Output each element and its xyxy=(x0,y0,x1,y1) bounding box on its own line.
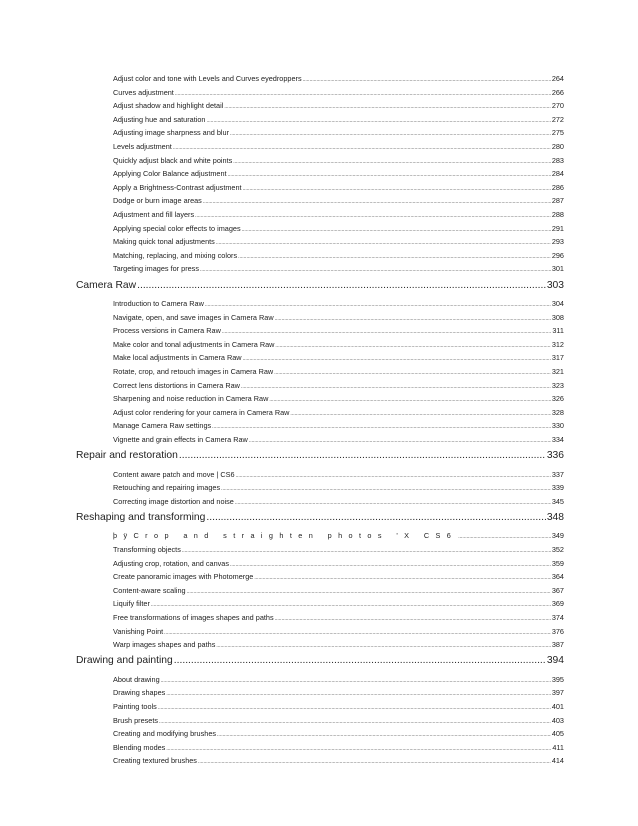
toc-entry[interactable] xyxy=(113,313,564,324)
toc-entry-title: Manage Camera Raw settings xyxy=(113,421,212,431)
toc-entry-title: Adjust shadow and highlight detail xyxy=(113,101,224,111)
dot-leader xyxy=(216,237,551,246)
toc-entry[interactable] xyxy=(113,264,564,275)
toc-page-number: 304 xyxy=(551,299,564,308)
toc-entry-title: Navigate, open, and save images in Camera Raw xyxy=(113,312,274,322)
toc-entry-title: Drawing and painting xyxy=(76,655,173,667)
toc-entry-title: Applying special color effects to images xyxy=(113,223,241,233)
dot-leader xyxy=(179,450,546,461)
toc-page-number: 364 xyxy=(551,572,564,582)
toc-page-number: 336 xyxy=(546,450,564,462)
toc-section-entry[interactable] xyxy=(76,655,564,669)
dot-leader xyxy=(164,627,551,636)
toc-entry-title: Creating textured brushes xyxy=(113,756,197,766)
toc-entry[interactable] xyxy=(113,101,564,112)
toc-entry-title: Adjusting crop, rotation, and canvas xyxy=(113,558,230,568)
toc-entry[interactable] xyxy=(113,224,564,235)
toc-page-number: 303 xyxy=(546,279,564,291)
dot-leader xyxy=(166,743,551,752)
dot-leader xyxy=(243,353,551,362)
dot-leader xyxy=(187,586,551,595)
toc-page-number: 280 xyxy=(551,142,564,151)
toc-page-number: 288 xyxy=(551,210,564,219)
toc-entry[interactable] xyxy=(113,299,564,310)
dot-leader xyxy=(222,326,551,335)
dot-leader xyxy=(182,545,551,554)
toc-entry[interactable] xyxy=(113,756,564,767)
toc-page-number: 414 xyxy=(551,756,564,766)
toc-section-entry[interactable] xyxy=(76,280,564,294)
toc-entry[interactable] xyxy=(113,340,564,351)
dot-leader xyxy=(238,251,551,260)
dot-leader xyxy=(235,497,551,506)
toc-entry[interactable] xyxy=(113,88,564,99)
toc-entry-title: Warp images shapes and paths xyxy=(113,640,216,650)
toc-entry-title: Make color and tonal adjustments in Camera Raw xyxy=(113,339,275,349)
toc-entry-title: Brush presets xyxy=(113,715,159,725)
toc-entry-title: Curves adjustment xyxy=(113,87,174,97)
dot-leader xyxy=(303,74,551,83)
toc-entry[interactable] xyxy=(113,183,564,194)
toc-entry-title: Vignette and grain effects in Camera Raw xyxy=(113,435,248,444)
toc-entry-title: About drawing xyxy=(113,674,160,684)
toc-page-number: 369 xyxy=(551,599,564,609)
dot-leader xyxy=(151,599,551,608)
toc-entry-title: þÿCrop and straighten photos 'X CS6 xyxy=(113,531,458,541)
dot-leader xyxy=(242,224,551,233)
toc-entry[interactable] xyxy=(113,531,564,542)
toc-page-number: 348 xyxy=(546,511,564,523)
toc-entry-title: Targeting images for press xyxy=(113,264,199,274)
toc-entry-title: Adjusting image sharpness and blur xyxy=(113,128,230,138)
toc-page-number: 330 xyxy=(551,421,564,431)
toc-entry[interactable] xyxy=(113,435,564,446)
toc-entry[interactable] xyxy=(113,381,564,392)
toc-page-number: 301 xyxy=(551,264,564,274)
toc-page-number: 283 xyxy=(551,155,564,165)
dot-leader xyxy=(200,264,551,273)
toc-entry-title: Applying Color Balance adjustment xyxy=(113,169,227,179)
toc-entry[interactable] xyxy=(113,545,564,556)
dot-leader xyxy=(158,702,551,711)
toc-entry[interactable] xyxy=(113,627,564,638)
toc-entry[interactable] xyxy=(113,74,564,85)
toc-entry[interactable] xyxy=(113,483,564,494)
dot-leader xyxy=(241,381,551,390)
toc-entry[interactable] xyxy=(113,210,564,221)
dot-leader xyxy=(216,640,550,649)
toc-entry[interactable] xyxy=(113,640,564,651)
dot-leader xyxy=(275,313,551,322)
toc-entry[interactable] xyxy=(113,675,564,686)
toc-page-number: 270 xyxy=(551,101,564,111)
toc-entry-title: Dodge or burn image areas xyxy=(113,196,202,206)
toc-page-number: 287 xyxy=(551,196,564,206)
toc-page-number: 403 xyxy=(551,715,564,725)
toc-entry-title: Making quick tonal adjustments xyxy=(113,237,215,247)
dot-leader xyxy=(243,183,551,192)
dot-leader xyxy=(195,210,551,219)
toc-entry-title: Rotate, crop, and retouch images in Camera Raw xyxy=(113,367,274,376)
toc-entry[interactable] xyxy=(113,142,564,153)
toc-page-number: 345 xyxy=(551,496,564,506)
toc-entry-title: Transforming objects xyxy=(113,545,181,554)
toc-entry[interactable] xyxy=(113,326,564,337)
toc-entry[interactable] xyxy=(113,156,564,167)
toc-entry-title: Levels adjustment xyxy=(113,142,172,151)
dot-leader xyxy=(269,394,550,403)
dot-leader xyxy=(221,483,551,492)
toc-page-number: 337 xyxy=(551,469,564,479)
toc-entry-title: Creating and modifying brushes xyxy=(113,729,217,739)
toc-entry-title: Content-aware scaling xyxy=(113,585,186,595)
toc-page-number: 293 xyxy=(551,237,564,247)
toc-entry[interactable] xyxy=(113,586,564,597)
dot-leader xyxy=(290,408,550,417)
toc-entry[interactable] xyxy=(113,169,564,180)
dot-leader xyxy=(233,156,551,165)
toc-entry-title: Liquify filter xyxy=(113,599,150,609)
toc-page-number: 284 xyxy=(551,169,564,179)
toc-entry[interactable] xyxy=(113,251,564,262)
dot-leader xyxy=(458,531,551,540)
toc-page-number: 328 xyxy=(551,407,564,417)
toc-page-number: 286 xyxy=(551,182,564,192)
toc-entry-title: Adjusting hue and saturation xyxy=(113,114,206,124)
toc-page-number: 374 xyxy=(551,613,564,622)
dot-leader xyxy=(228,169,551,178)
toc-page-number: 275 xyxy=(551,128,564,138)
toc-entry-title: Reshaping and transforming xyxy=(76,511,206,523)
dot-leader xyxy=(274,367,551,376)
toc-entry-title: Drawing shapes xyxy=(113,688,166,698)
dot-leader xyxy=(159,716,551,725)
toc-page-number: 326 xyxy=(551,394,564,404)
toc-entry-title: Matching, replacing, and mixing colors xyxy=(113,250,238,260)
toc-entry-title: Free transformations of images shapes and paths xyxy=(113,613,274,622)
dot-leader xyxy=(254,572,550,581)
toc-entry[interactable] xyxy=(113,237,564,248)
dot-leader xyxy=(217,729,551,738)
toc-page-number: 311 xyxy=(552,326,564,336)
toc-page-number: 397 xyxy=(551,688,564,698)
toc-page-number: 394 xyxy=(546,655,564,667)
toc-entry[interactable] xyxy=(113,559,564,570)
toc-page-number: 317 xyxy=(551,353,564,363)
toc-page-number: 401 xyxy=(551,702,564,711)
dot-leader xyxy=(203,196,551,205)
dot-leader xyxy=(212,421,551,430)
toc-page-number: 395 xyxy=(551,674,564,684)
toc-entry-title: Painting tools xyxy=(113,702,157,711)
dot-leader xyxy=(173,142,551,151)
toc-entry[interactable] xyxy=(113,599,564,610)
toc-page-number: 339 xyxy=(551,483,564,493)
toc-entry[interactable] xyxy=(113,497,564,508)
dot-leader xyxy=(224,101,550,110)
toc-entry[interactable] xyxy=(113,743,564,754)
toc-page-number: 367 xyxy=(551,585,564,595)
dot-leader xyxy=(166,688,550,697)
toc-entry[interactable] xyxy=(113,128,564,139)
toc-entry-title: Create panoramic images with Photomerge xyxy=(113,572,254,582)
dot-leader xyxy=(174,655,546,666)
toc-entry-title: Apply a Brightness-Contrast adjustment xyxy=(113,182,242,192)
toc-entry[interactable] xyxy=(113,688,564,699)
toc-entry[interactable] xyxy=(113,196,564,207)
toc-page-number: 323 xyxy=(551,380,564,390)
toc-section-entry[interactable] xyxy=(76,512,564,526)
toc-page-number: 272 xyxy=(551,114,564,124)
toc-page-number: 296 xyxy=(551,250,564,260)
toc-entry[interactable] xyxy=(113,470,564,481)
toc-entry-title: Repair and restoration xyxy=(76,450,178,462)
toc-entry-title: Correct lens distortions in Camera Raw xyxy=(113,380,240,390)
toc-page-number: 359 xyxy=(551,558,564,568)
dot-leader xyxy=(175,88,551,97)
toc-entry[interactable] xyxy=(113,613,564,624)
toc-entry[interactable] xyxy=(113,353,564,364)
toc-entry[interactable] xyxy=(113,572,564,583)
toc-entry-title: Process versions in Camera Raw xyxy=(113,326,221,336)
toc-entry[interactable] xyxy=(113,729,564,740)
dot-leader xyxy=(198,756,551,765)
toc-entry-title: Quickly adjust black and white points xyxy=(113,155,233,165)
toc-entry-title: Adjustment and fill layers xyxy=(113,210,195,219)
toc-page-number: 334 xyxy=(551,435,564,444)
toc-page-number: 411 xyxy=(552,742,564,752)
toc-entry-title: Make local adjustments in Camera Raw xyxy=(113,353,242,363)
toc-page-number: 321 xyxy=(551,367,564,376)
toc-entry[interactable] xyxy=(113,716,564,727)
toc-page-number: 376 xyxy=(551,626,564,636)
toc-entry-title: Adjust color rendering for your camera in Camera Raw xyxy=(113,407,290,417)
toc-page-number: 312 xyxy=(551,339,564,349)
toc-entry-title: Introduction to Camera Raw xyxy=(113,299,204,308)
toc-section-entry[interactable] xyxy=(76,450,564,464)
toc-page-number: 291 xyxy=(551,223,564,233)
toc-page-number: 349 xyxy=(551,531,564,541)
toc-entry-title: Blending modes xyxy=(113,742,166,752)
dot-leader xyxy=(137,280,546,291)
dot-leader xyxy=(207,115,551,124)
toc-entry-title: Retouching and repairing images xyxy=(113,483,221,493)
toc-page-number: 264 xyxy=(551,74,564,83)
toc-page-number: 308 xyxy=(551,312,564,322)
toc-entry[interactable] xyxy=(113,394,564,405)
toc-entry-title: Vanishing Point xyxy=(113,626,164,636)
toc-page-number: 266 xyxy=(551,87,564,97)
toc-entry-title: Camera Raw xyxy=(76,279,137,291)
dot-leader xyxy=(205,299,551,308)
dot-leader xyxy=(161,675,551,684)
toc-entry[interactable] xyxy=(113,115,564,126)
toc-page-number: 352 xyxy=(551,545,564,554)
toc-entry-title: Sharpening and noise reduction in Camera Raw xyxy=(113,394,269,404)
toc-entry[interactable] xyxy=(113,702,564,713)
toc-entry[interactable] xyxy=(113,367,564,378)
dot-leader xyxy=(249,435,551,444)
toc-page-number: 387 xyxy=(551,640,564,650)
toc-page-number: 405 xyxy=(551,729,564,739)
dot-leader xyxy=(230,128,551,137)
dot-leader xyxy=(206,512,545,523)
dot-leader xyxy=(230,559,551,568)
dot-leader xyxy=(275,613,551,622)
toc-entry-title: Content aware patch and move | CS6 xyxy=(113,469,235,479)
toc-entry[interactable] xyxy=(113,408,564,419)
toc-entry-title: Correcting image distortion and noise xyxy=(113,496,234,506)
toc-entry[interactable] xyxy=(113,421,564,432)
toc-entry-title: Adjust color and tone with Levels and Curves eyedroppers xyxy=(113,74,302,83)
dot-leader xyxy=(236,470,551,479)
dot-leader xyxy=(275,340,550,349)
